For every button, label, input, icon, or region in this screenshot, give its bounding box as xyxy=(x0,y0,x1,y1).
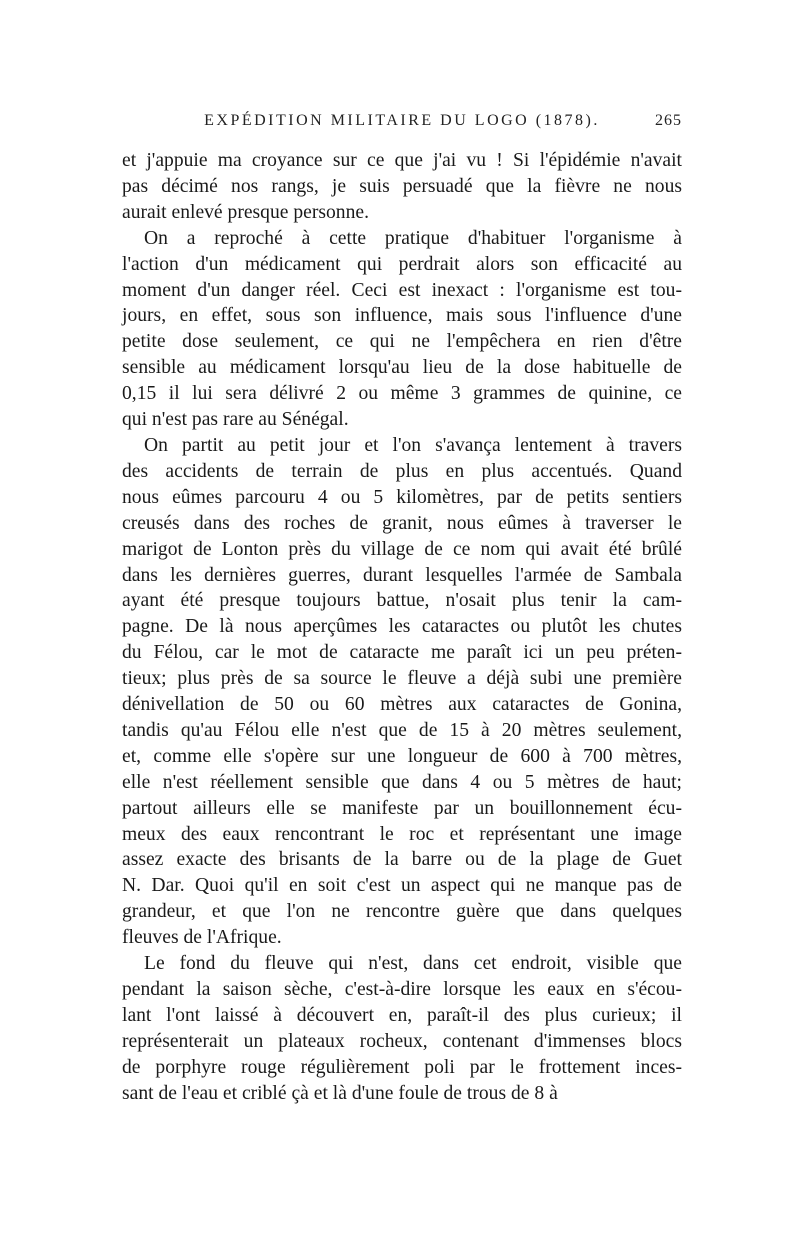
text-line: jours, en effet, sous son influence, mais sous l'influence d'une xyxy=(122,305,682,327)
running-head-title: EXPÉDITION MILITAIRE DU LOGO (1878). xyxy=(204,112,600,129)
text-line: représenterait un plateaux rocheux, contenant d'immenses blocs xyxy=(122,1030,682,1052)
page-number: 265 xyxy=(655,112,682,129)
text-line: petite dose seulement, ce qui ne l'empêchera en rien d'être xyxy=(122,331,682,353)
text-line: fleuves de l'Afrique. xyxy=(122,927,282,949)
text-line: Le fond du fleuve qui n'est, dans cet endroit, visible que xyxy=(144,953,682,975)
text-line: pagne. De là nous aperçûmes les cataractes ou plutôt les chutes xyxy=(122,616,682,638)
text-line: de porphyre rouge régulièrement poli par le frottement inces- xyxy=(122,1056,682,1078)
running-head xyxy=(122,112,682,136)
text-line: qui n'est pas rare au Sénégal. xyxy=(122,409,349,431)
text-line: N. Dar. Quoi qu'il en soit c'est un aspect qui ne manque pas de xyxy=(122,875,682,897)
text-line: des accidents de terrain de plus en plus accentués. Quand xyxy=(122,460,682,482)
text-line: elle n'est réellement sensible que dans 4 ou 5 mètres de haut; xyxy=(122,771,682,793)
text-line: tieux; plus près de sa source le fleuve a déjà subi une première xyxy=(122,668,682,690)
text-line: et j'appuie ma croyance sur ce que j'ai vu ! Si l'épidémie n'avait xyxy=(122,150,682,171)
text-line: tandis qu'au Félou elle n'est que de 15 à 20 mètres seulement, xyxy=(122,719,682,741)
text-line: partout ailleurs elle se manifeste par un bouillonnement écu- xyxy=(122,797,682,819)
paragraph xyxy=(122,951,682,1106)
text-line: sant de l'eau et criblé çà et là d'une foule de trous de 8 à xyxy=(122,1082,558,1104)
text-line: pas décimé nos rangs, je suis persuadé que la fièvre ne nous xyxy=(122,175,682,197)
text-line: pendant la saison sèche, c'est-à-dire lorsque les eaux en s'écou- xyxy=(122,979,682,1000)
text-line: du Félou, car le mot de cataracte me paraît ici un peu préten- xyxy=(122,642,682,664)
text-line: lant l'ont laissé à découvert en, paraît-il des plus curieux; il xyxy=(122,1004,682,1026)
text-line: assez exacte des brisants de la barre ou de la plage de Guet xyxy=(122,849,682,871)
text-line: On partit au petit jour et l'on s'avança lentement à travers xyxy=(144,434,682,456)
text-line: marigot de Lonton près du village de ce nom qui avait été brûlé xyxy=(122,538,682,560)
text-line: et, comme elle s'opère sur une longueur de 600 à 700 mètres, xyxy=(122,745,682,767)
text-line: creusés dans des roches de granit, nous eûmes à traverser le xyxy=(122,512,682,534)
text-line: l'action d'un médicament qui perdrait alors son efficacité au xyxy=(122,253,682,275)
text-line: On a reproché à cette pratique d'habituer l'organisme à xyxy=(144,227,682,249)
text-line: dans les dernières guerres, durant lesquelles l'armée de Sambala xyxy=(122,564,682,586)
text-line: meux des eaux rencontrant le roc et représentant une image xyxy=(122,823,682,845)
text-line: dénivellation de 50 ou 60 mètres aux cataractes de Gonina, xyxy=(122,694,682,716)
paragraph xyxy=(122,148,682,226)
paragraph xyxy=(122,433,682,951)
paragraph xyxy=(122,226,682,433)
text-line: nous eûmes parcouru 4 ou 5 kilomètres, par de petits sentiers xyxy=(122,486,682,508)
book-page xyxy=(122,112,682,1107)
body-text xyxy=(122,148,682,1107)
text-line: moment d'un danger réel. Ceci est inexact : l'organisme est tou- xyxy=(122,279,682,301)
text-line: 0,15 il lui sera délivré 2 ou même 3 grammes de quinine, ce xyxy=(122,383,682,405)
text-line: grandeur, et que l'on ne rencontre guère que dans quelques xyxy=(122,901,682,923)
text-line: ayant été presque toujours battue, n'osait plus tenir la cam- xyxy=(122,590,682,612)
text-line: aurait enlevé presque personne. xyxy=(122,201,369,223)
text-line: sensible au médicament lorsqu'au lieu de la dose habituelle de xyxy=(122,357,682,379)
